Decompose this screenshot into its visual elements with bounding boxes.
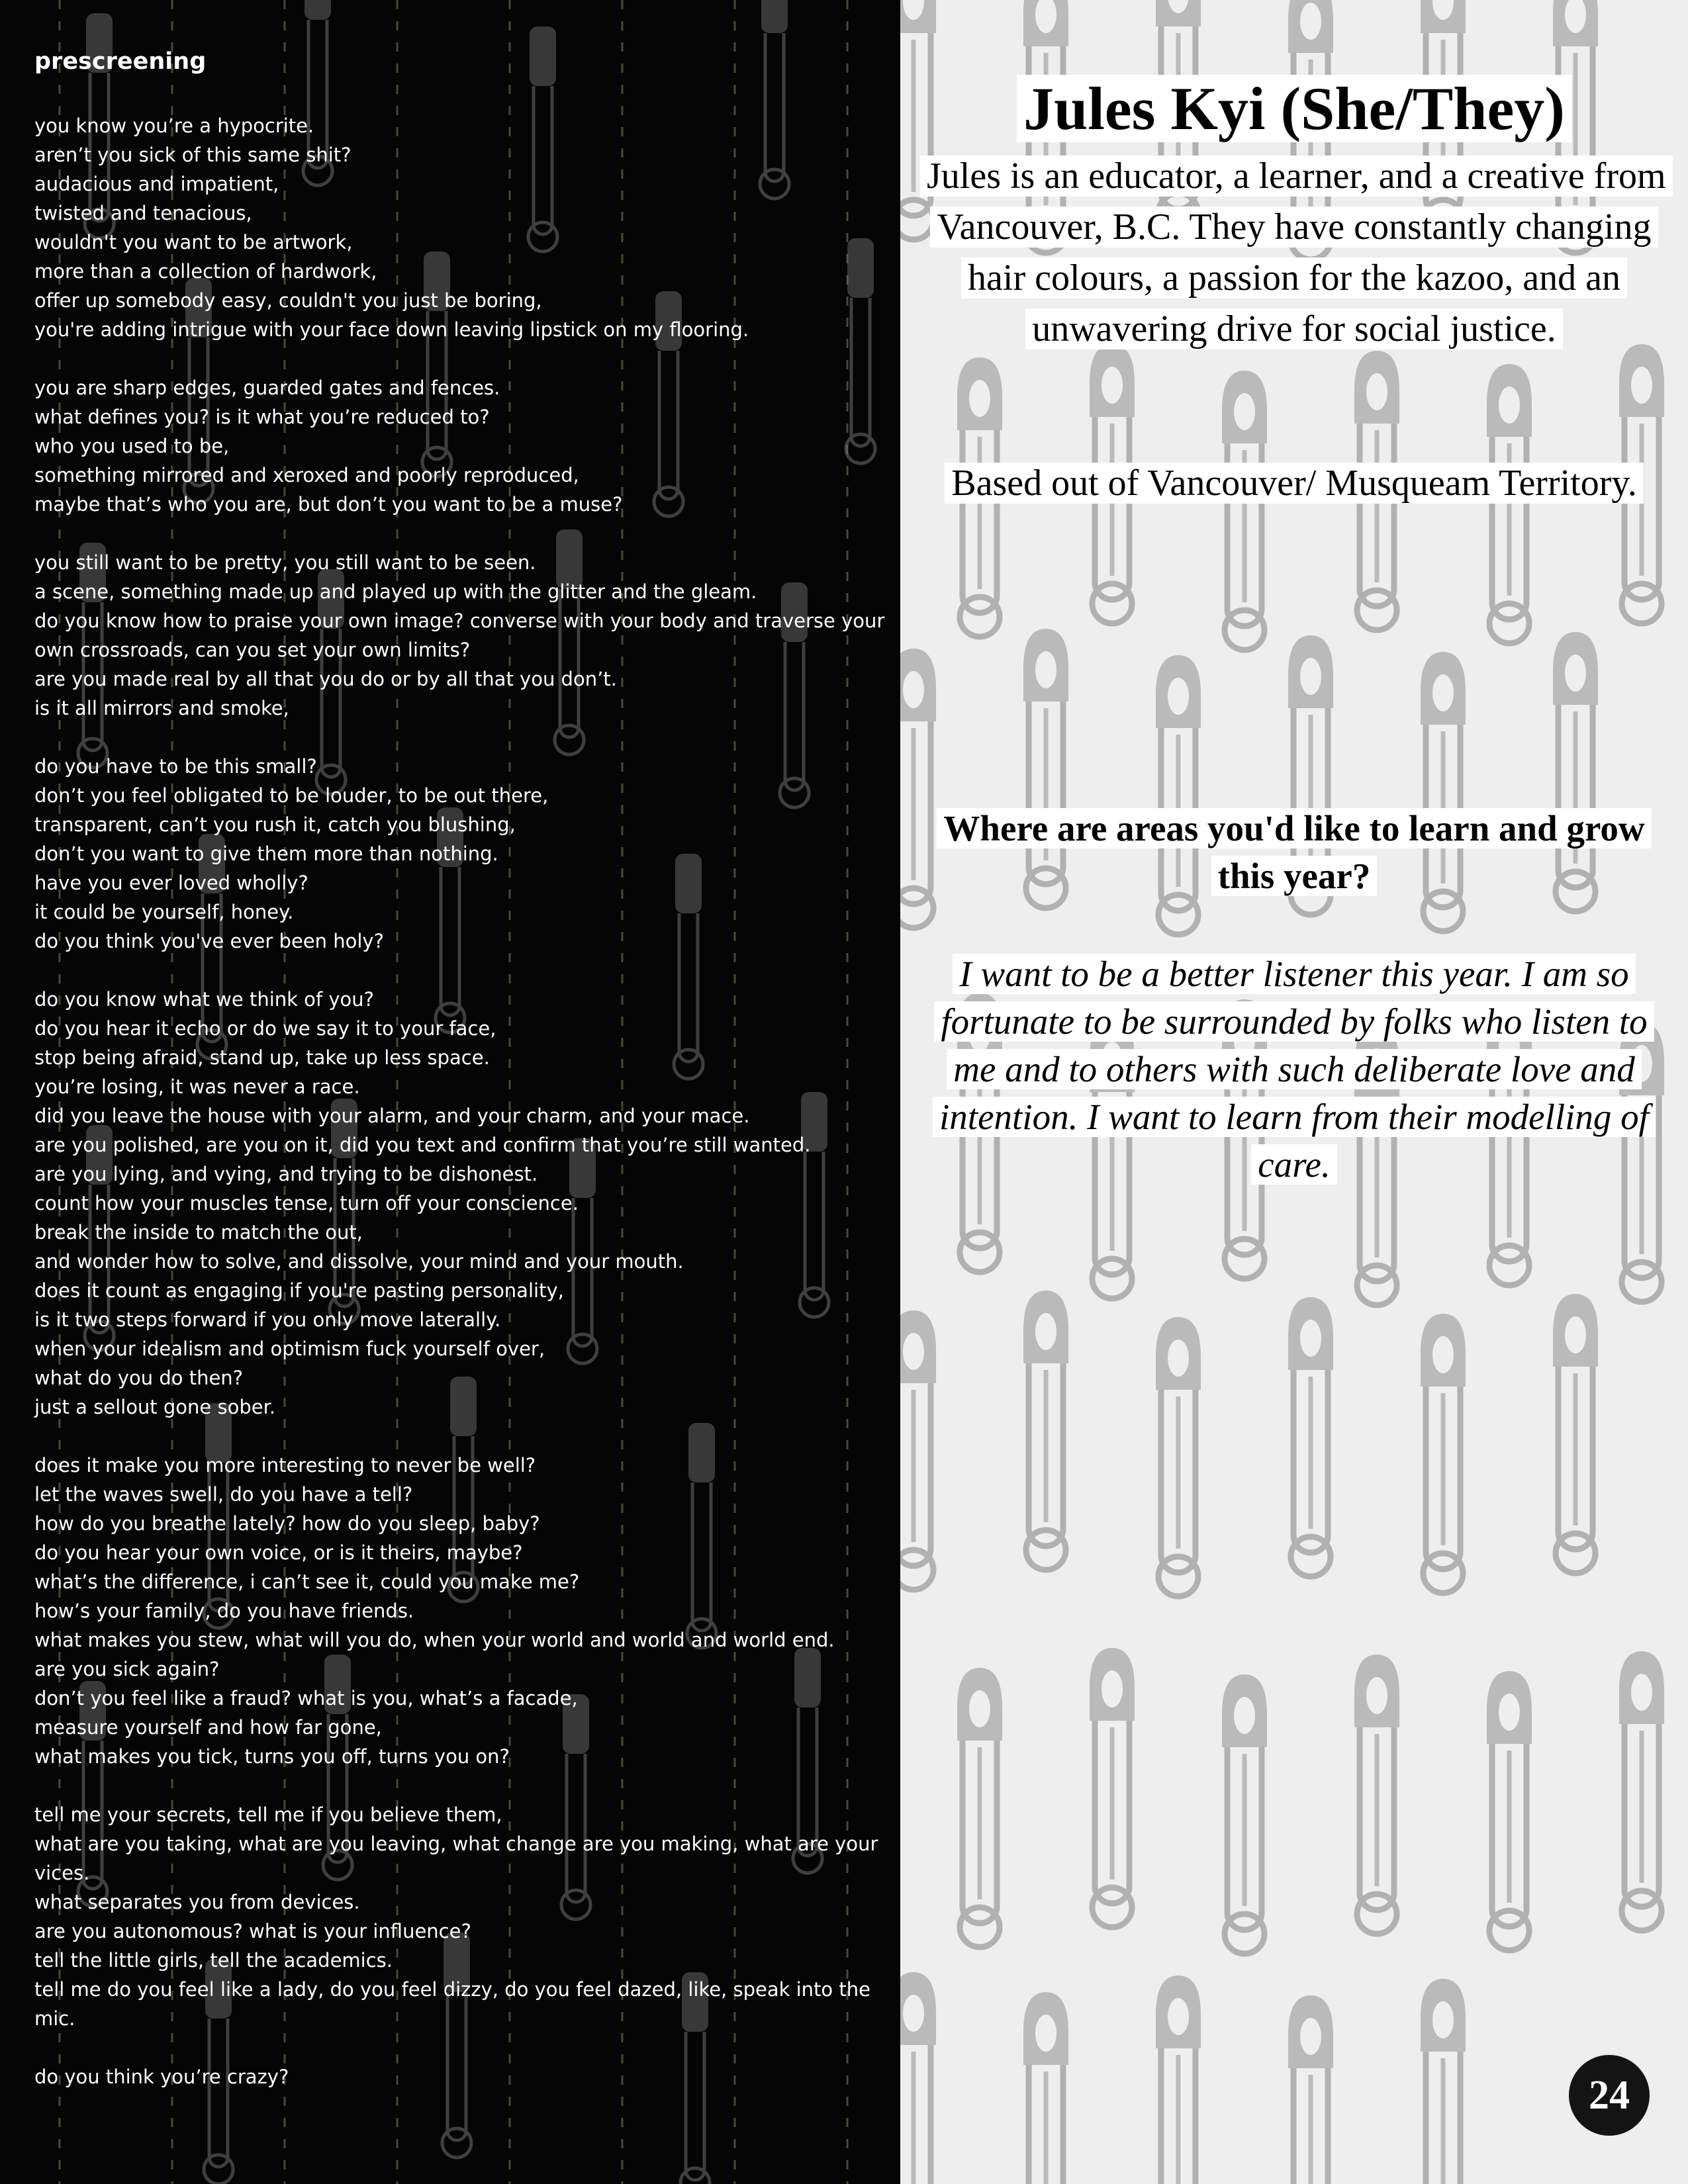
poem-line: do you think you’re crazy? bbox=[34, 2066, 289, 2088]
poem-line: don’t you feel like a fraud? what is you, what’s a facade, bbox=[34, 1687, 578, 1709]
interview-question-text: Where are areas you'd like to learn and grow this year? bbox=[937, 808, 1651, 896]
poem-line: maybe that’s who you are, but don’t you want to be a muse? bbox=[34, 493, 623, 516]
poem-line: who you used to be, bbox=[34, 435, 230, 457]
poem-line: stop being afraid, stand up, take up less space. bbox=[34, 1046, 490, 1069]
poem-line: tell the little girls, tell the academics. bbox=[34, 1949, 393, 1972]
poem-line: when your idealism and optimism fuck yourself over, bbox=[34, 1338, 545, 1360]
poem-line: do you know how to praise your own image? converse with your body and traverse your own crossroads, can you set your own limits? bbox=[34, 610, 885, 661]
poem-line: tell me your secrets, tell me if you believe them, bbox=[34, 1803, 502, 1826]
page-number: 24 bbox=[1589, 2072, 1630, 2118]
poem-line: what separates you from devices. bbox=[34, 1891, 360, 1913]
poem-line: twisted and tenacious, bbox=[34, 202, 252, 224]
poem-line: you still want to be pretty, you still want to be seen. bbox=[34, 551, 536, 574]
poem-line: does it count as engaging if you're pasting personality, bbox=[34, 1279, 564, 1302]
poem-line: you know you’re a hypocrite. bbox=[34, 114, 314, 137]
poem-line: you’re losing, it was never a race. bbox=[34, 1075, 360, 1098]
poem-line: and wonder how to solve, and dissolve, your mind and your mouth. bbox=[34, 1250, 684, 1273]
author-name-text: Jules Kyi (She/They) bbox=[1017, 75, 1571, 142]
poem-stanza bbox=[34, 548, 888, 723]
poem-stanza bbox=[34, 752, 888, 956]
poem-line: do you think you've ever been holy? bbox=[34, 930, 384, 952]
poem-title: prescreening bbox=[34, 48, 207, 75]
poem-line: how’s your family, do you have friends. bbox=[34, 1600, 414, 1622]
poem-line: do you know what we think of you? bbox=[34, 988, 375, 1011]
poem-stanza bbox=[34, 2062, 888, 2091]
poem-line: more than a collection of hardwork, bbox=[34, 260, 377, 283]
poem-stanza bbox=[34, 1451, 888, 1771]
poem-line: you are sharp edges, guarded gates and fences. bbox=[34, 377, 500, 399]
poem-line: aren’t you sick of this same shit? bbox=[34, 144, 352, 166]
poem-body bbox=[34, 111, 888, 2120]
author-bio bbox=[920, 151, 1668, 355]
poem-line: don’t you feel obligated to be louder, to be out there, bbox=[34, 784, 549, 807]
poem-line: how do you breathe lately? how do you sleep, baby? bbox=[34, 1512, 540, 1535]
poem-line: are you made real by all that you do or by all that you don’t. bbox=[34, 668, 617, 690]
poem-line: don’t you want to give them more than nothing. bbox=[34, 842, 498, 865]
poem-line: you're adding intrigue with your face down leaving lipstick on my flooring. bbox=[34, 318, 749, 341]
interview-answer-text: I want to be a better listener this year. I am so fortunate to be surrounded by folks who listen to me and to others with such deliberate love and intention. I want to learn from their modelling of care. bbox=[933, 954, 1656, 1185]
poem-line: measure yourself and how far gone, bbox=[34, 1716, 382, 1739]
poem-line: is it all mirrors and smoke, bbox=[34, 697, 289, 719]
poem-stanza bbox=[34, 111, 888, 344]
page-number-badge bbox=[1569, 2055, 1650, 2136]
poem-line: tell me do you feel like a lady, do you feel dizzy, do you feel dazed, like, speak into the mic. bbox=[34, 1978, 870, 2030]
poem-line: are you sick again? bbox=[34, 1658, 220, 1680]
poem-line: let the waves swell, do you have a tell? bbox=[34, 1483, 413, 1506]
poem-line: what do you do then? bbox=[34, 1367, 244, 1389]
poem-line: a scene, something made up and played up with the glitter and the gleam. bbox=[34, 580, 757, 603]
interview-question bbox=[920, 805, 1668, 900]
poem-line: it could be yourself, honey. bbox=[34, 901, 294, 923]
author-name bbox=[907, 71, 1681, 146]
poem-line: does it make you more interesting to never be well? bbox=[34, 1454, 536, 1477]
poem-line: audacious and impatient, bbox=[34, 173, 279, 195]
author-bio-text: Jules is an educator, a learner, and a creative from Vancouver, B.C. They have constantly changing hair colours, a passion for the kazoo, and an unwavering drive for social justice. bbox=[920, 156, 1673, 349]
poem-line: what defines you? is it what you’re reduced to? bbox=[34, 406, 490, 428]
poem-line: offer up somebody easy, couldn't you just be boring, bbox=[34, 289, 542, 312]
poem-stanza bbox=[34, 373, 888, 519]
poem-line: did you leave the house with your alarm, and your charm, and your mace. bbox=[34, 1105, 750, 1127]
poem-line: is it two steps forward if you only move laterally. bbox=[34, 1308, 501, 1331]
poem-line: what makes you tick, turns you off, turns you on? bbox=[34, 1745, 510, 1768]
poem-line: have you ever loved wholly? bbox=[34, 872, 308, 894]
poem-line: are you polished, are you on it, did you text and confirm that you’re still wanted. bbox=[34, 1134, 811, 1156]
poem-line: something mirrored and xeroxed and poorly reproduced, bbox=[34, 464, 579, 486]
author-location bbox=[920, 458, 1668, 509]
poem-line: transparent, can’t you rush it, catch you blushing, bbox=[34, 813, 516, 836]
poem-stanza bbox=[34, 985, 888, 1422]
interview-answer bbox=[917, 950, 1671, 1189]
poem-line: wouldn't you want to be artwork, bbox=[34, 231, 353, 253]
poem-line: break the inside to match the out, bbox=[34, 1221, 363, 1244]
poem-line: do you hear your own voice, or is it theirs, maybe? bbox=[34, 1541, 523, 1564]
poem-line: what makes you stew, what will you do, when your world and world and world end. bbox=[34, 1629, 835, 1651]
poem-line: are you autonomous? what is your influence? bbox=[34, 1920, 471, 1942]
poem-line: count how your muscles tense, turn off your conscience. bbox=[34, 1192, 579, 1214]
poem-line: do you have to be this small? bbox=[34, 755, 317, 778]
poem-line: do you hear it echo or do we say it to your face, bbox=[34, 1017, 496, 1040]
poem-line: are you lying, and vying, and trying to be dishonest. bbox=[34, 1163, 538, 1185]
poem-line: what’s the difference, i can’t see it, could you make me? bbox=[34, 1570, 580, 1593]
poem-stanza bbox=[34, 1800, 888, 2033]
author-location-text: Based out of Vancouver/ Musqueam Territory. bbox=[945, 463, 1643, 504]
poem-line: just a sellout gone sober. bbox=[34, 1396, 276, 1418]
poem-line: what are you taking, what are you leaving, what change are you making, what are your vices. bbox=[34, 1833, 878, 1884]
